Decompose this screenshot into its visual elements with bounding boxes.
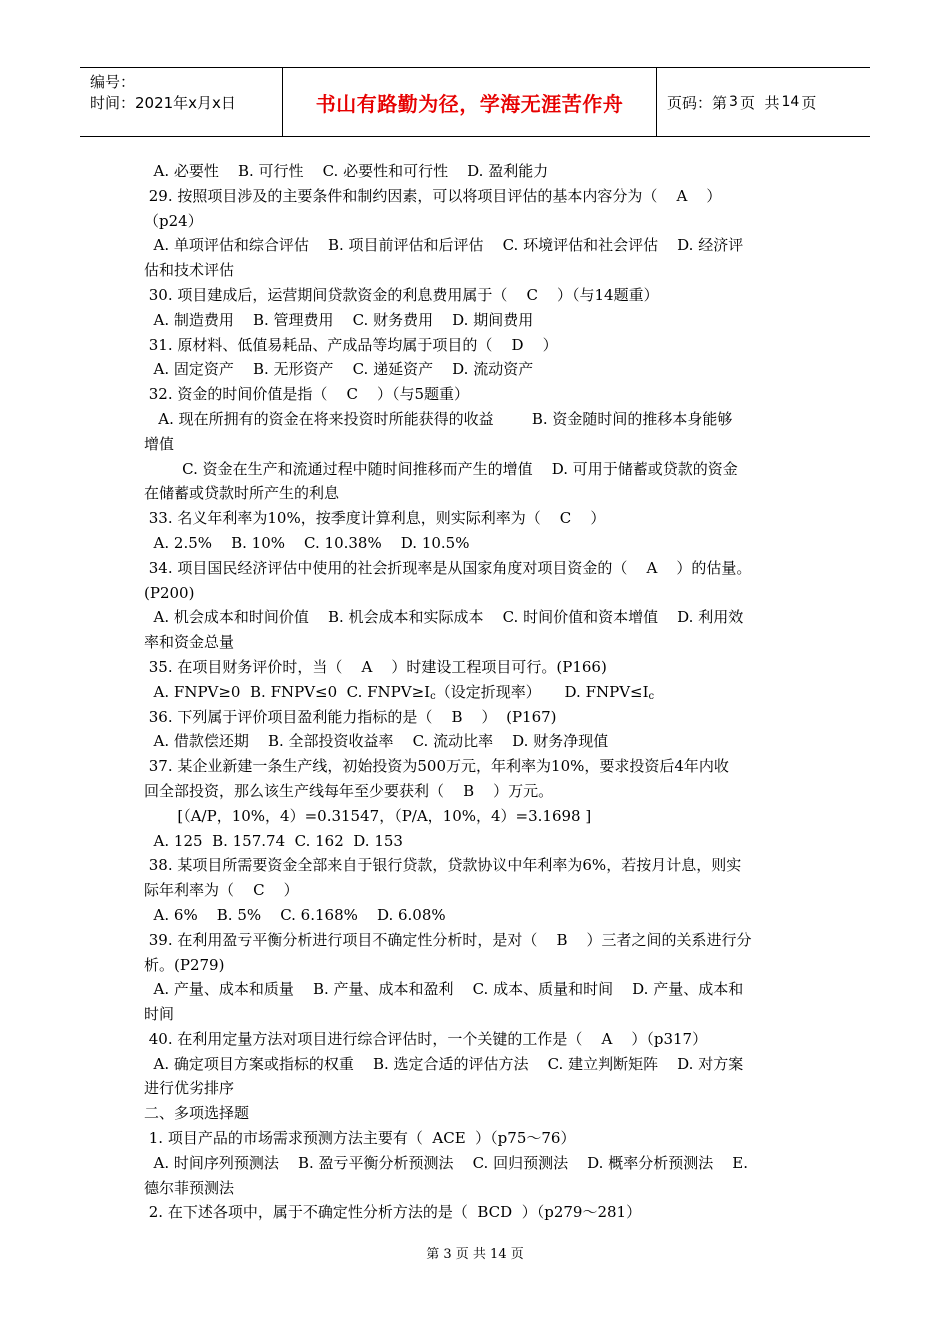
document-body	[144, 159, 809, 1225]
text-line: A. 125 B. 157.74 C. 162 D. 153	[144, 831, 403, 850]
text-line: A. 机会成本和时间价值 B. 机会成本和实际成本 C. 时间价值和资本增值 D. 利用效	[144, 608, 744, 627]
text-line: 39. 在利用盈亏平衡分析进行项目不确定性分析时，是对（ B ）三者之间的关系进行分	[144, 930, 752, 949]
text-line: A. 时间序列预测法 B. 盈亏平衡分析预测法 C. 回归预测法 D. 概率分析预测法 E.	[144, 1153, 748, 1172]
page-total: 14	[781, 94, 800, 110]
text-line: 35. 在项目财务评价时，当（ A ）时建设工程项目可行。(P166)	[144, 657, 607, 676]
date-label: 时间：2021年x月x日	[90, 94, 236, 112]
text-line: A. 制造费用 B. 管理费用 C. 财务费用 D. 期间费用	[144, 310, 534, 329]
text-line: 进行优劣排序	[144, 1079, 235, 1098]
text-line: A. 借款偿还期 B. 全部投资收益率 C. 流动比率 D. 财务净现值	[144, 732, 609, 751]
text-line: 29. 按照项目涉及的主要条件和制约因素，可以将项目评估的基本内容分为（ A ）	[144, 186, 722, 205]
text-line: （p24）	[144, 211, 203, 230]
text-line: C. 资金在生产和流通过程中随时间推移而产生的增值 D. 可用于储蓄或贷款的资金	[144, 459, 738, 478]
page-footer: 第 3 页 共 14 页	[426, 1247, 524, 1262]
text-line: [（A/P，10%，4）=0.31547，（P/A，10%，4）=3.1698 ]	[144, 806, 592, 825]
text-line: A. 现在所拥有的资金在将来投资时所能获得的收益 B. 资金随时间的推移本身能够	[144, 409, 733, 428]
text-line: A. 6% B. 5% C. 6.168% D. 6.08%	[144, 905, 446, 924]
option-text: A. FNPV≥0 B. FNPV≤0 C. FNPV≥I	[144, 682, 431, 701]
subscript: c	[648, 690, 655, 702]
page-header	[80, 67, 870, 137]
subscript: c	[430, 690, 436, 702]
text-line: 36. 下列属于评价项目盈利能力指标的是（ B ） (P167)	[144, 707, 557, 726]
page-current: 3	[729, 94, 738, 110]
page-middle: 页 共	[739, 93, 780, 112]
text-line: 32. 资金的时间价值是指（ C ）（与5题重）	[144, 385, 470, 404]
text-line: 时间	[144, 1005, 175, 1024]
text-line: A. 确定项目方案或指标的权重 B. 选定合适的评估方法 C. 建立判断矩阵 D. 对方案	[144, 1054, 744, 1073]
text-line	[144, 680, 809, 705]
text-line: 二、多项选择题	[144, 1104, 250, 1123]
text-line: A. 必要性 B. 可行性 C. 必要性和可行性 D. 盈利能力	[144, 162, 549, 180]
text-line: 38. 某项目所需要资金全部来自于银行贷款，贷款协议中年利率为6%，若按月计息，则实	[144, 856, 742, 875]
text-line: 在储蓄或贷款时所产生的利息	[144, 484, 340, 503]
page-suffix: 页	[801, 93, 817, 112]
header-motto: 书山有路勤为径，学海无涯苦作舟	[283, 68, 657, 136]
text-line: 率和资金总量	[144, 633, 235, 652]
text-line: 回全部投资，那么该生产线每年至少要获利（ B ）万元。	[144, 781, 554, 800]
text-line: 33. 名义年利率为10%，按季度计算利息，则实际利率为（ C ）	[144, 509, 606, 528]
text-line: 2. 在下述各项中，属于不确定性分析方法的是（ BCD ）（p279～281）	[144, 1203, 642, 1222]
text-line: 40. 在利用定量方法对项目进行综合评估时，一个关键的工作是（ A ）（p317）	[144, 1029, 708, 1048]
header-meta	[80, 68, 283, 136]
text-line: 德尔菲预测法	[144, 1178, 235, 1197]
option-text: （设定折现率） D. FNPV≤I	[435, 682, 649, 701]
text-line: (P200)	[144, 583, 195, 602]
text-line: 30. 项目建成后，运营期间贷款资金的利息费用属于（ C ）（与14题重）	[144, 285, 659, 304]
text-line: 34. 项目国民经济评估中使用的社会折现率是从国家角度对项目资金的（ A ）的估量。	[144, 558, 752, 577]
text-line: A. 2.5% B. 10% C. 10.38% D. 10.5%	[144, 533, 470, 552]
text-line: 析。(P279)	[144, 955, 225, 974]
text-line: A. 单项评估和综合评估 B. 项目前评估和后评估 C. 环境评估和社会评估 D. 经济评	[144, 236, 744, 255]
text-line: 增值	[144, 434, 175, 453]
text-line: 31. 原材料、低值易耗品、产成品等均属于项目的（ D ）	[144, 335, 558, 354]
text-line: 估和技术评估	[144, 261, 235, 280]
page-prefix: 页码：第	[667, 93, 728, 112]
text-line: 37. 某企业新建一条生产线，初始投资为500万元，年利率为10%，要求投资后4年内收	[144, 757, 729, 776]
text-line: A. 产量、成本和质量 B. 产量、成本和盈利 C. 成本、质量和时间 D. 产量、成本和	[144, 980, 744, 999]
text-line: A. 固定资产 B. 无形资产 C. 递延资产 D. 流动资产	[144, 360, 534, 379]
text-line: 际年利率为（ C ）	[144, 881, 299, 900]
number-label: 编号：	[90, 73, 136, 91]
header-page-number	[657, 68, 870, 136]
text-line: 1. 项目产品的市场需求预测方法主要有（ ACE ）（p75～76）	[144, 1129, 576, 1148]
